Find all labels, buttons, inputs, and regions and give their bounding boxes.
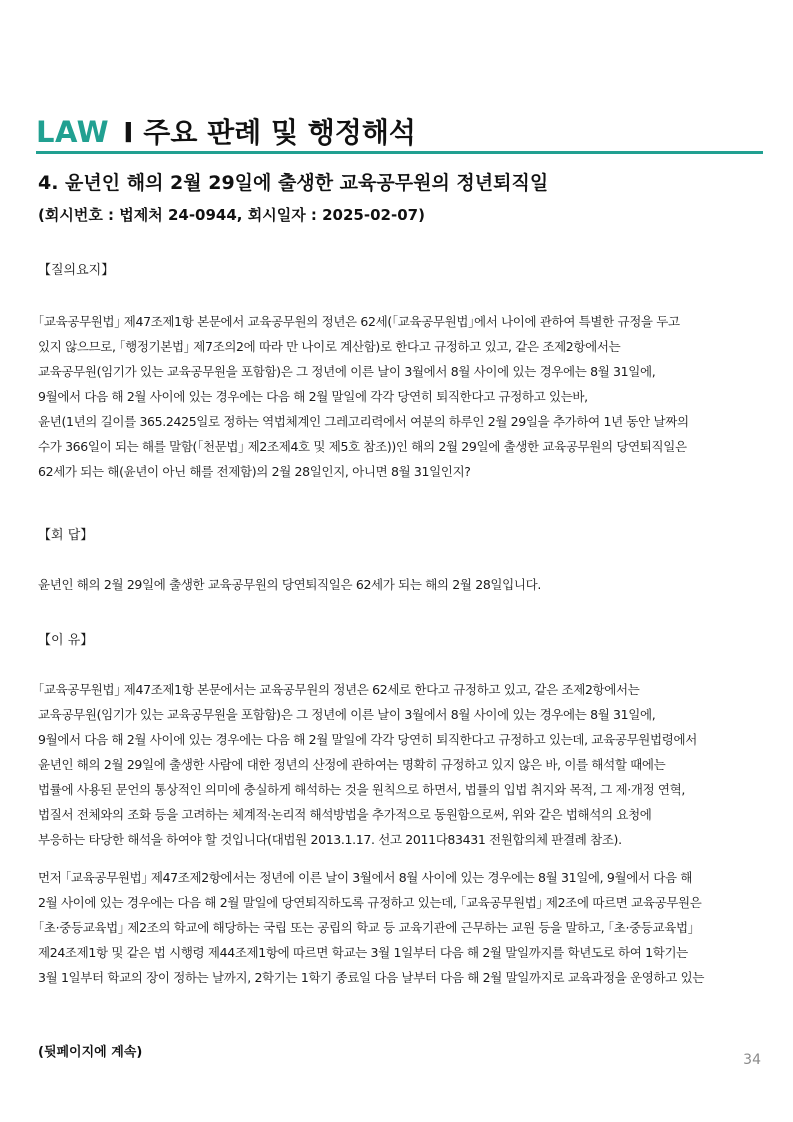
section-title: I 주요 판례 및 행정해석 [123,116,416,149]
question-line: 62세가 되는 해(윤년이 아닌 해를 전제함)의 2월 28일인지, 아니면 8월 31일인지? [38,464,471,479]
answer-paragraph [38,572,754,597]
reason-line: 교육공무원(임기가 있는 교육공무원을 포함함)은 그 정년에 이른 날이 3월에서 8월 사이에 있는 경우에는 8월 31일에, [38,707,656,722]
question-paragraph [38,309,754,484]
reason-line: 2월 사이에 있는 경우에는 다음 해 2월 말일에 당연퇴직하도록 규정하고 있는데, ｢교육공무원법｣ 제2조에 따르면 교육공무원은 [38,895,702,910]
reason-line: 법률에 사용된 문언의 통상적인 의미에 충실하게 해석하는 것을 원칙으로 하면서, 법률의 입법 취지와 목적, 그 제·개정 연혁, [38,782,685,797]
reason-line: 윤년인 해의 2월 29일에 출생한 사람에 대한 정년의 산정에 관하여는 명확히 규정하고 있지 않은 바, 이를 해석할 때에는 [38,757,666,772]
reason-line: ｢교육공무원법｣ 제47조제1항 본문에서는 교육공무원의 정년은 62세로 한다고 규정하고 있고, 같은 조제2항에서는 [38,682,640,697]
reason-line: 3월 1일부터 학교의 장이 정하는 날까지, 2학기는 1학기 종료일 다음 날부터 다음 해 2월 말일까지로 교육과정을 운영하고 있는 [38,970,705,985]
continue-note: (뒷페이지에 계속) [38,1045,143,1060]
question-label: 【질의요지】 [38,263,115,278]
reason-line: 9월에서 다음 해 2월 사이에 있는 경우에는 다음 해 2월 말일에 각각 당연히 퇴직한다고 규정하고 있는데, 교육공무원법령에서 [38,732,697,747]
question-line: 수가 366일이 되는 해를 말함(｢천문법｣ 제2조제4호 및 제5호 참조))인 해의 2월 29일에 출생한 교육공무원의 당연퇴직일은 [38,439,687,454]
reason-paragraph-2 [38,865,754,990]
reason-line: ｢초·중등교육법｣ 제2조의 학교에 해당하는 국립 또는 공립의 학교 등 교육기관에 근무하는 교원 등을 말하고, ｢초·중등교육법｣ [38,920,694,935]
question-line: 있지 않으므로, ｢행정기본법｣ 제7조의2에 따라 만 나이로 계산함)로 한다고 규정하고 있고, 같은 조제2항에서는 [38,339,621,354]
question-line: 9월에서 다음 해 2월 사이에 있는 경우에는 다음 해 2월 말일에 각각 당연히 퇴직한다고 규정하고 있는바, [38,389,588,404]
reason-line: 제24조제1항 및 같은 법 시행령 제44조제1항에 따르면 학교는 3월 1일부터 다음 해 2월 말일까지를 학년도로 하여 1학기는 [38,945,688,960]
case-meta: (회시번호 : 법제처 24-0944, 회시일자 : 2025-02-07) [38,206,425,224]
reason-line: 먼저 ｢교육공무원법｣ 제47조제2항에서는 정년에 이른 날이 3월에서 8월 사이에 있는 경우에는 8월 31일에, 9월에서 다음 해 [38,870,693,885]
reason-label: 【이 유】 [38,633,94,648]
question-line: 교육공무원(임기가 있는 교육공무원을 포함함)은 그 정년에 이른 날이 3월에서 8월 사이에 있는 경우에는 8월 31일에, [38,364,656,379]
page-number: 34 [743,1052,761,1068]
answer-text: 윤년인 해의 2월 29일에 출생한 교육공무원의 당연퇴직일은 62세가 되는 해의 2월 28일입니다. [38,577,541,592]
case-title: 4. 윤년인 해의 2월 29일에 출생한 교육공무원의 정년퇴직일 [38,172,549,194]
reason-paragraph-1 [38,677,754,852]
section-header [36,111,763,151]
reason-line: 부응하는 타당한 해석을 하여야 할 것입니다(대법원 2013.1.17. 선고 2011다83431 전원합의체 판결례 참조). [38,832,622,847]
header-divider [36,151,763,154]
answer-label: 【회 답】 [38,528,94,543]
section-tag: LAW [36,115,110,149]
question-line: 윤년(1년의 길이를 365.2425일로 정하는 역법체계인 그레고리력에서 여분의 하루인 2월 29일을 추가하여 1년 동안 날짜의 [38,414,689,429]
question-line: ｢교육공무원법｣ 제47조제1항 본문에서 교육공무원의 정년은 62세(｢교육공무원법｣에서 나이에 관하여 특별한 규정을 두고 [38,314,680,329]
reason-line: 법질서 전체와의 조화 등을 고려하는 체계적·논리적 해석방법을 추가적으로 동원함으로써, 위와 같은 법해석의 요청에 [38,807,652,822]
